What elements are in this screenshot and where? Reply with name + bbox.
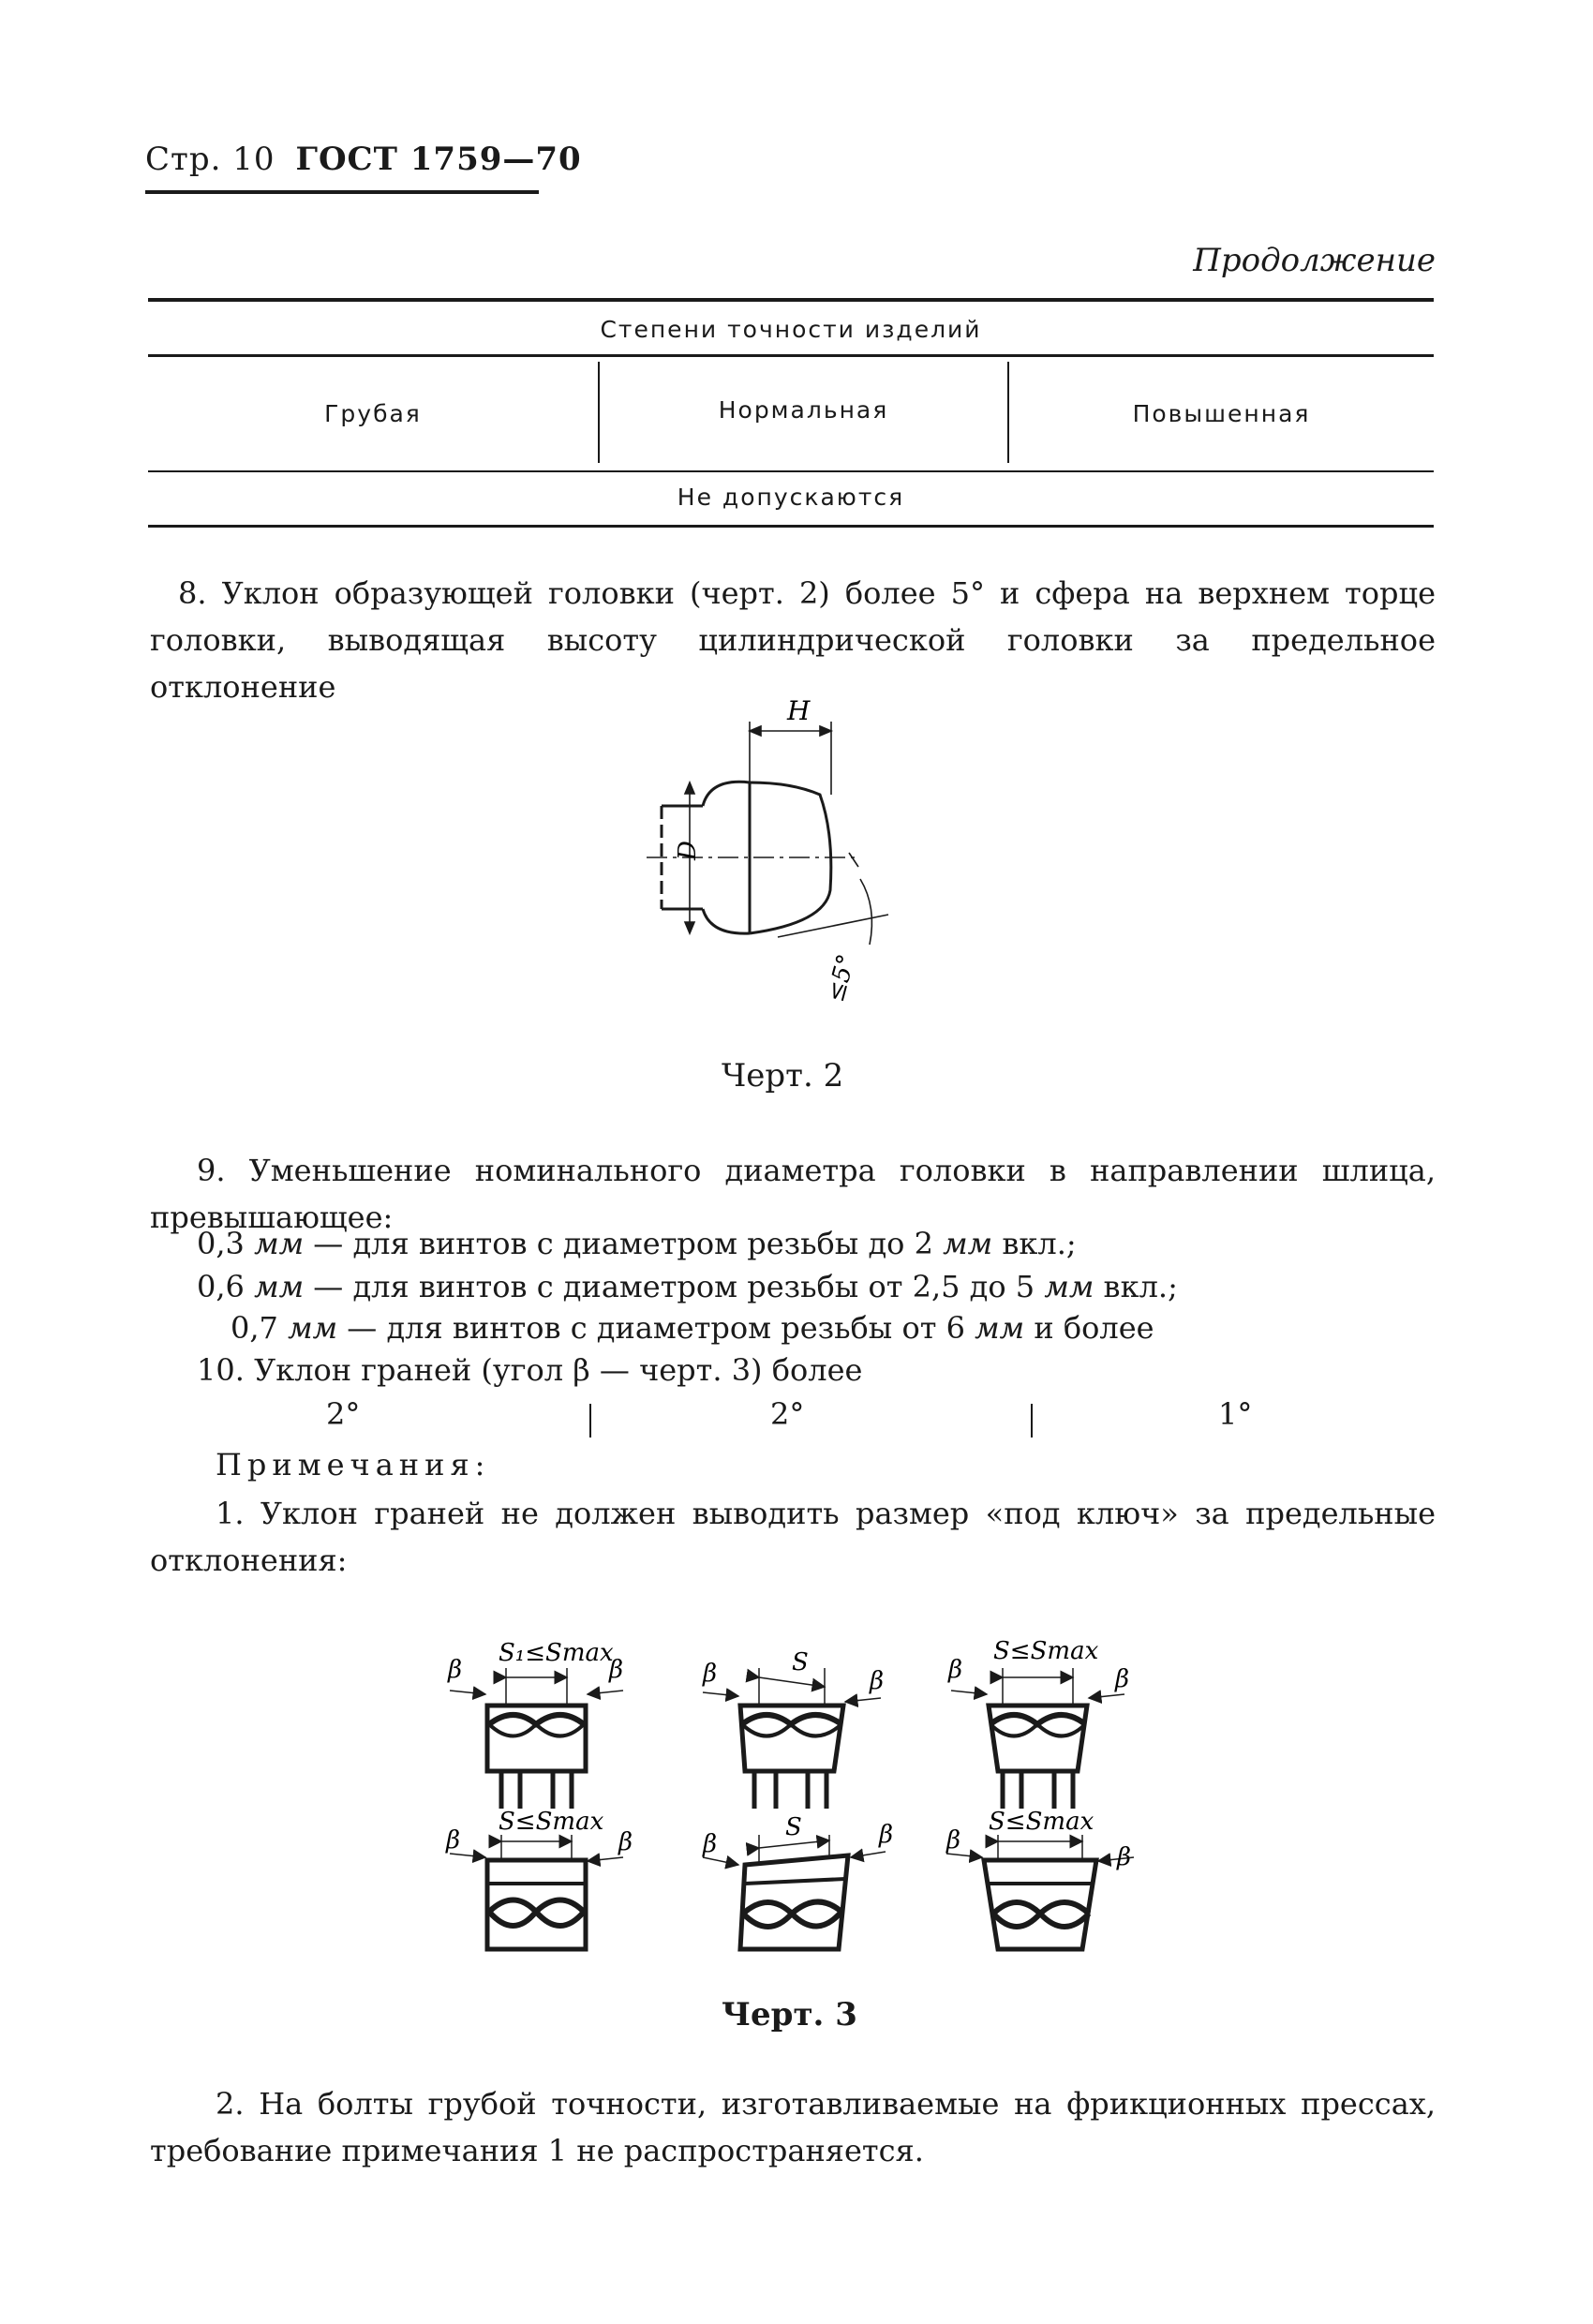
fig3-beta: β	[1115, 1665, 1130, 1693]
item-10-value-normal: 2°	[770, 1396, 805, 1432]
fig3-top-view-2	[740, 1706, 843, 1809]
fig3-label: S₁≤Smax	[499, 1639, 614, 1667]
fig3-beta: β	[446, 1826, 461, 1855]
fig3-beta: β	[618, 1828, 633, 1856]
arrowhead	[685, 782, 694, 794]
fillet-top	[703, 782, 750, 806]
table-header-rule	[148, 354, 1434, 357]
fig3-label: S≤Smax	[993, 1637, 1099, 1665]
page-header	[145, 141, 582, 178]
figure-3-caption: Черт. 3	[722, 1996, 857, 2034]
fillet-bottom	[703, 909, 750, 933]
fig3-beta: β	[879, 1821, 894, 1849]
item-10-value-coarse: 2°	[326, 1396, 361, 1432]
fig3-label: S≤Smax	[989, 1808, 1094, 1836]
value-divider	[1031, 1404, 1033, 1438]
item-9: 9. Уменьшение номинального диаметра головки в направлении шлица, превышающее:	[150, 1153, 1436, 1235]
fig2-label-d: D	[674, 841, 702, 860]
fig2-label-angle: ≤5°	[821, 951, 862, 1006]
figure-2-drawing	[637, 693, 918, 1012]
page-number: Стр. 10	[145, 141, 275, 178]
fig3-label: S	[785, 1813, 802, 1841]
fig3-beta: β	[870, 1667, 885, 1695]
table-row-rule	[148, 470, 1434, 472]
figure-2-caption: Черт. 2	[722, 1057, 844, 1095]
column-increased: Повышенная	[1132, 400, 1311, 427]
table-span-value: Не допускаются	[677, 484, 905, 511]
fig3-beta: β	[948, 1656, 963, 1684]
fig2-label-h: H	[787, 695, 811, 726]
fig3-beta: β	[1117, 1843, 1132, 1871]
value-divider	[589, 1404, 591, 1438]
arrowhead	[750, 726, 761, 736]
standard-number: ГОСТ 1759—70	[295, 141, 582, 178]
fig3-beta: β	[703, 1830, 718, 1858]
arrowhead	[685, 922, 694, 933]
note-2: 2. На болты грубой точности, изготавливаемые на фрикционных прессах, требование примечания 1 не распространяется.	[150, 2086, 1436, 2168]
angle-tick	[849, 853, 858, 867]
fig3-top-view-1	[487, 1706, 586, 1809]
figure-3-drawing	[422, 1612, 1171, 1968]
fig3-top-view-3	[989, 1706, 1087, 1809]
item-9-line-3: 0,7 мм — для винтов с диаметром резьбы от 6 мм и более	[231, 1310, 1154, 1346]
table-heading: Степени точности изделий	[600, 316, 982, 343]
item-10: 10. Уклон граней (угол β — черт. 3) более	[197, 1352, 863, 1388]
header-rule	[145, 190, 539, 194]
column-normal: Нормальная	[718, 396, 889, 424]
fig3-bottom-view-1	[487, 1860, 586, 1949]
fig3-label: S≤Smax	[499, 1808, 604, 1836]
notes-title: Примечания:	[216, 1447, 491, 1482]
angle-arc	[860, 879, 871, 945]
note-1: 1. Уклон граней не должен выводить размер «под ключ» за предельные отклонения:	[150, 1496, 1436, 1578]
table-top-rule	[148, 298, 1434, 302]
fig3-beta: β	[448, 1656, 463, 1684]
fig3-beta: β	[946, 1826, 961, 1855]
item-9-line-2: 0,6 мм — для винтов с диаметром резьбы от 2,5 до 5 мм вкл.;	[197, 1269, 1178, 1304]
fig3-beta: β	[703, 1660, 718, 1688]
item-10-value-increased: 1°	[1218, 1396, 1253, 1432]
arrowhead	[820, 726, 831, 736]
table-bottom-rule	[148, 525, 1434, 528]
item-9-line-1: 0,3 мм — для винтов с диаметром резьбы до 2 мм вкл.;	[197, 1226, 1077, 1261]
fig3-beta: β	[609, 1656, 624, 1684]
item-8: 8. Уклон образующей головки (черт. 2) более 5° и сфера на верхнем торце головки, выводящая высоту цилиндрической головки за предельное отклонение	[150, 575, 1436, 705]
fig3-bottom-view-2	[740, 1855, 848, 1949]
fig3-bottom-view-3	[984, 1860, 1096, 1949]
column-coarse: Грубая	[324, 400, 422, 427]
fig3-label: S	[792, 1648, 809, 1676]
continuation-label: Продолжение	[1193, 242, 1436, 279]
